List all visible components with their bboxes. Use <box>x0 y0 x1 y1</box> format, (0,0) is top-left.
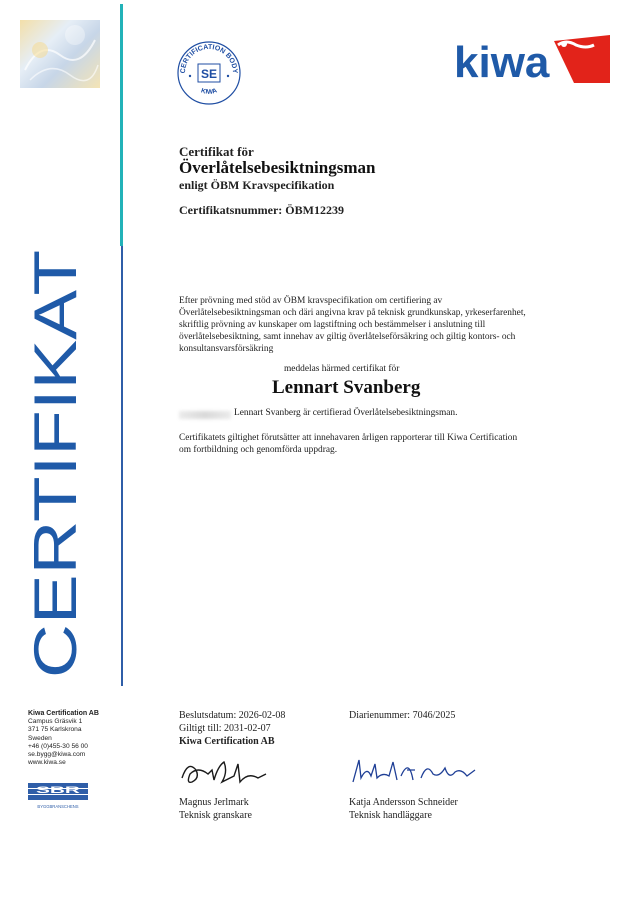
signer-name: Magnus Jerlmark <box>179 797 249 808</box>
seal-bottom-text: KIWA <box>200 87 218 96</box>
certificate-holder-name: Lennart Svanberg <box>272 377 421 398</box>
address-block <box>28 710 99 767</box>
signer-block-2 <box>349 796 458 822</box>
badge-text: BYGGBRANSCHENS <box>37 804 79 809</box>
validity-paragraph: Certifikatets giltighet förutsätter att innehavaren årligen rapporterar till Kiwa Certification om fortbildning och genomförda uppdrag. <box>179 433 518 455</box>
address-city: 371 75 Karlskrona <box>28 726 82 734</box>
address-country: Sweden <box>28 734 52 742</box>
signer-role: Teknisk granskare <box>179 810 252 821</box>
kiwa-logo-text: kiwa <box>454 38 550 83</box>
certification-paragraph: Efter prövning med stöd av ÖBM kravspecifikation om certifiering av Överlåtelsebesiktningsman och däri angivna krav på teknisk grundkunskap, yrkeserfarenhet, skriftlig prövning av kunskaper om lagstiftning och bestämmelser i anslutning till överlåtelsebesiktning, samt innehav av giltig överlåtelseförsäkring och giltig kontors- och konsultansvarsförsäkring <box>179 296 526 354</box>
byggbranschens-badge <box>28 783 88 810</box>
svg-text:KIWA <box>200 87 218 96</box>
address-email: se.bygg@kiwa.com <box>28 751 86 759</box>
accent-line-teal <box>120 4 123 246</box>
certificate-subtitle: enligt ÖBM Kravspecifikation <box>179 178 335 192</box>
address-web: www.kiwa.se <box>28 759 66 767</box>
issuer-name: Kiwa Certification AB <box>179 736 275 747</box>
signature-magnus-jerlmark <box>178 752 270 790</box>
diary-number: Diarienummer: 7046/2025 <box>349 710 456 721</box>
signer-block-1 <box>179 796 252 822</box>
vertical-word-text: CERTIFIKAT <box>22 333 89 678</box>
address-street: Campus Gräsvik 1 <box>28 718 83 726</box>
issued-statement: meddelas härmed certifikat för <box>284 364 400 374</box>
signer-name: Katja Andersson Schneider <box>349 797 458 808</box>
seal-ring-text: CERTIFICATION BODY <box>179 43 239 74</box>
svg-text:SBR: SBR <box>36 785 82 795</box>
vertical-certifikat-word <box>14 248 94 684</box>
certificate-title: Överlåtelsebesiktningsman <box>179 158 376 177</box>
seal-center-text: SE <box>200 67 218 81</box>
decorative-image <box>20 20 100 88</box>
accent-line-blue <box>121 246 123 686</box>
kiwa-logo <box>454 35 610 83</box>
holder-statement: Lennart Svanberg är certifierad Överlåtelsebesiktningsman. <box>234 408 458 418</box>
decision-date: Beslutsdatum: 2026-02-08 <box>179 710 286 721</box>
certificate-number: Certifikatsnummer: ÖBM12239 <box>179 203 344 217</box>
decision-block <box>179 709 285 748</box>
signature-katja-andersson-schneider <box>349 752 479 790</box>
address-company: Kiwa Certification AB <box>28 710 99 717</box>
certificate-for-label: Certifikat för <box>179 144 254 159</box>
redacted-text <box>179 411 231 419</box>
certification-body-seal <box>176 40 242 106</box>
valid-until: Giltigt till: 2031-02-07 <box>179 723 271 734</box>
signer-role: Teknisk handläggare <box>349 810 432 821</box>
address-phone: +46 (0)455-30 56 00 <box>28 742 88 750</box>
